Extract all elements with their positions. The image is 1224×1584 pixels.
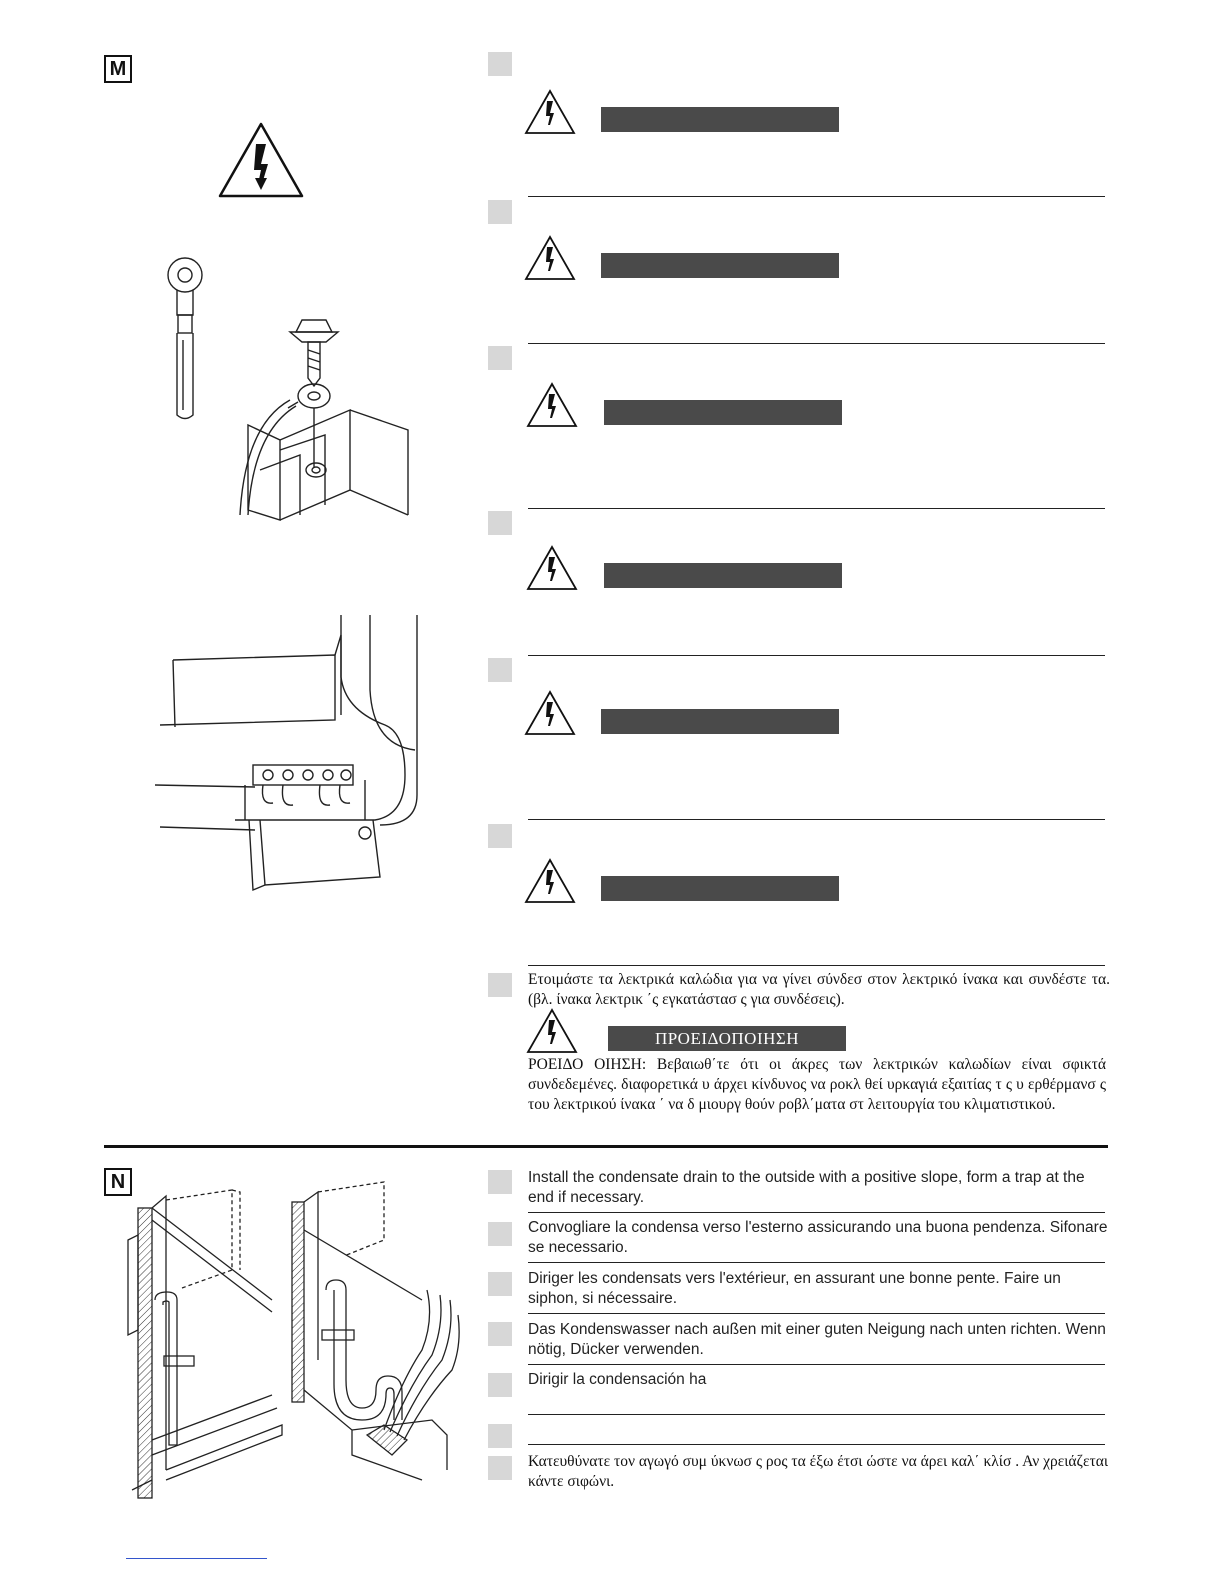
divider-rule: [528, 343, 1105, 344]
language-marker-fr: [488, 1272, 512, 1296]
divider-rule: [528, 1444, 1105, 1445]
ring-terminal-illustration: [150, 250, 420, 540]
language-marker-2: [488, 200, 512, 224]
language-marker-1: [488, 52, 512, 76]
language-marker-pt: [488, 1424, 512, 1448]
language-marker-3: [488, 346, 512, 370]
terminal-box-illustration: [155, 615, 425, 895]
language-marker-6: [488, 824, 512, 848]
warning-bar-4: [604, 563, 842, 588]
language-marker-es: [488, 1373, 512, 1397]
electric-hazard-icon: [526, 382, 578, 428]
greek-warning-bar: ΠΡΟΕΙΔΟΠΟΙΗΣΗ: [608, 1026, 846, 1051]
divider-rule: [528, 508, 1105, 509]
divider-rule: [528, 1262, 1105, 1263]
divider-rule: [528, 196, 1105, 197]
condensate-text-de: Das Kondenswasser nach außen mit einer guten Neigung nach unten richten. Wenn nötig, Dücker verwenden.: [528, 1321, 1106, 1358]
greek-warning-text: ΡΟΕΙΔΟ ΟΙΗΣΗ: Βεβαιωθ΄τε ότι οι άκρες των λεκτρικών καλωδίων είναι σφικτά συνδεδεμένες. διαφορετικά υ άρχει κίνδυνος να ροκλ θεί υρκαγιά εξαιτίας τ ς υ ερθέρμανσ ς του λεκτρικού ίνακα ΄ να δ μιουργ θούν ροβλ΄ματα στ λειτουργία του κλιματιστικού.: [528, 1056, 1106, 1113]
condensate-drain-illustration: [122, 1180, 462, 1500]
electric-hazard-icon: [524, 89, 576, 135]
language-marker-it: [488, 1222, 512, 1246]
condensate-text-fr: Diriger les condensats vers l'extérieur, en assurant une bonne pente. Faire un siphon, si nécessaire.: [528, 1270, 1061, 1307]
condensate-text-el: Κατευθύνατε τον αγωγό συμ ύκνωσ ς ρος τα έξω έτσι ώστε να άρει καλ΄ κλίσ . Αν χρειάζεται κάντε σιφώνι.: [528, 1453, 1108, 1490]
electric-hazard-large-icon: [216, 120, 306, 200]
condensate-text-it: Convogliare la condensa verso l'esterno assicurando una buona pendenza. Sifonare se necessario.: [528, 1219, 1108, 1256]
divider-rule: [528, 1364, 1105, 1365]
divider-rule: [528, 1212, 1105, 1213]
language-marker-de: [488, 1322, 512, 1346]
warning-bar-2: [601, 253, 839, 278]
divider-rule: [528, 1414, 1105, 1415]
warning-bar-6: [601, 876, 839, 901]
electric-hazard-icon: [526, 1008, 578, 1054]
condensate-text-en: Install the condensate drain to the outside with a positive slope, form a trap at the end if necessary.: [528, 1169, 1085, 1206]
divider-rule: [528, 819, 1105, 820]
greek-instruction-text: Ετοιμάστε τα λεκτρικά καλώδια για να γίνει σύνδεσ στον λεκτρικό ίνακα και συνδέστε τα. (βλ. ίνακα λεκτρικ ΄ς εγκατάστασ ς για συνδέσεις).: [528, 971, 1110, 1008]
divider-rule: [528, 1313, 1105, 1314]
warning-bar-1: [601, 107, 839, 132]
electric-hazard-icon: [526, 545, 578, 591]
footer-link-underline: [126, 1558, 267, 1559]
electric-hazard-icon: [524, 858, 576, 904]
warning-bar-3: [604, 400, 842, 425]
divider-rule: [528, 655, 1105, 656]
language-marker-el: [488, 973, 512, 997]
language-marker-en: [488, 1170, 512, 1194]
section-label-m: M: [104, 55, 132, 83]
language-marker-5: [488, 658, 512, 682]
electric-hazard-icon: [524, 235, 576, 281]
condensate-text-es: Dirigir la condensación ha: [528, 1371, 707, 1388]
language-marker-el: [488, 1456, 512, 1480]
section-divider: [104, 1145, 1108, 1148]
electric-hazard-icon: [524, 690, 576, 736]
language-marker-4: [488, 511, 512, 535]
warning-bar-5: [601, 709, 839, 734]
divider-rule: [528, 965, 1105, 966]
section-label-n: N: [104, 1168, 132, 1196]
